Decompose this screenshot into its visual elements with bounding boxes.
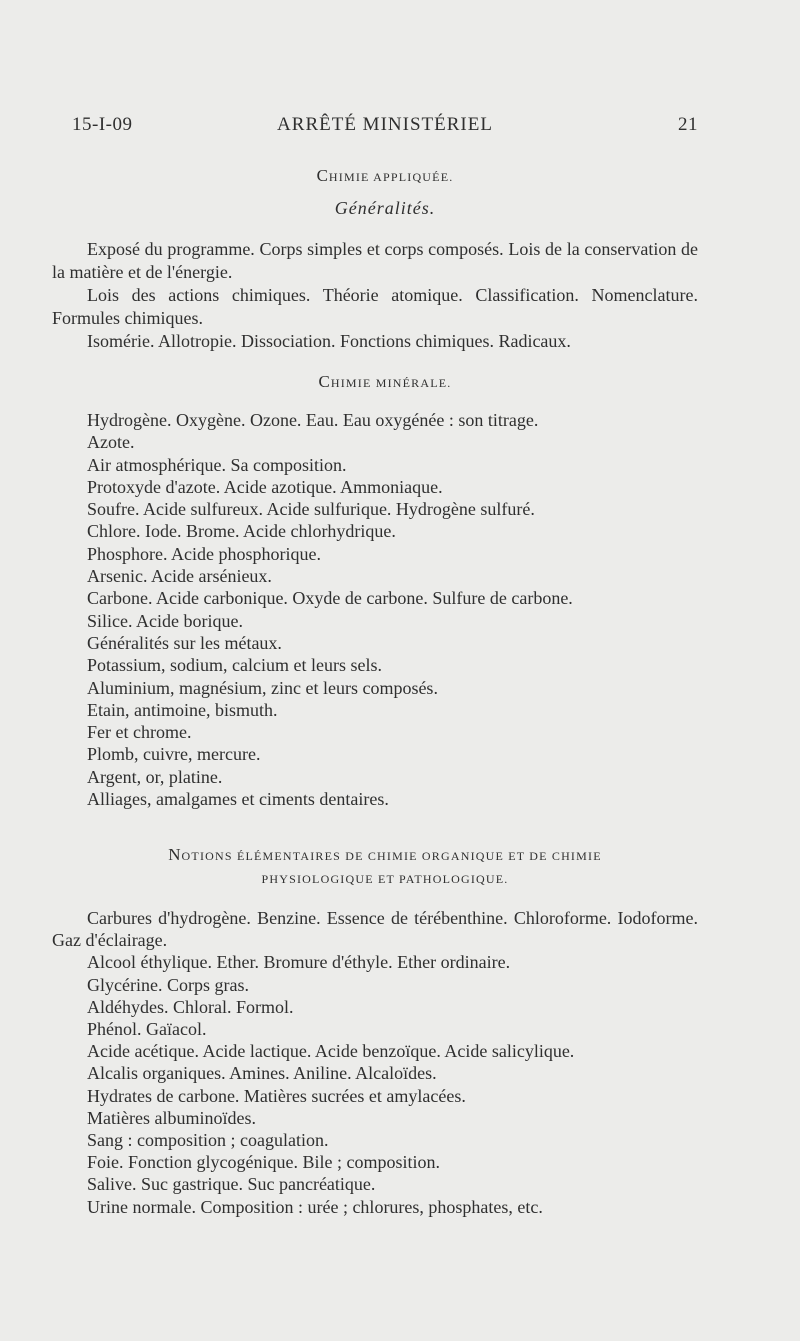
title-line2: PHYSIOLOGIQUE ET PATHOLOGIQUE. — [261, 872, 509, 886]
title-rest: HIMIE MINÉRALE. — [330, 376, 452, 390]
paragraph: Acide acétique. Acide lactique. Acide benzoïque. Acide salicylique. — [87, 1041, 575, 1062]
section-title-chimie-minerale — [72, 372, 698, 392]
paragraph: Carbone. Acide carbonique. Oxyde de carbone. Sulfure de carbone. — [87, 588, 573, 609]
paragraph: Glycérine. Corps gras. — [87, 974, 249, 995]
title-rest: HIMIE APPLIQUÉE. — [328, 170, 454, 184]
paragraph: Salive. Suc gastrique. Suc pancréatique. — [87, 1174, 376, 1195]
paragraph: Exposé du programme. Corps simples et corps composés. Lois de la conservation de la matière et de l'énergie. — [52, 239, 698, 282]
paragraph: Air atmosphérique. Sa composition. — [87, 454, 347, 475]
paragraph: Alcool éthylique. Ether. Bromure d'éthyle. Ether ordinaire. — [87, 952, 511, 973]
paragraph: Soufre. Acide sulfureux. Acide sulfurique. Hydrogène sulfuré. — [87, 499, 535, 520]
paragraph: Aldéhydes. Chloral. Formol. — [87, 996, 294, 1017]
section-title-chimie-organique-line2 — [72, 870, 698, 888]
paragraph: Aluminium, magnésium, zinc et leurs composés. — [87, 677, 438, 698]
paragraph: Lois des actions chimiques. Théorie atomique. Classification. Nomenclature. Formules chimiques. — [52, 285, 698, 328]
section-body-chimie-appliquee — [52, 238, 698, 353]
paragraph: Fer et chrome. — [87, 722, 192, 743]
paragraph: Protoxyde d'azote. Acide azotique. Ammoniaque. — [87, 476, 443, 497]
paragraph: Isomérie. Allotropie. Dissociation. Fonctions chimiques. Radicaux. — [87, 331, 571, 351]
section-title-chimie-appliquee — [72, 166, 698, 186]
paragraph: Plomb, cuivre, mercure. — [87, 744, 261, 765]
paragraph: Carbures d'hydrogène. Benzine. Essence de térébenthine. Chloroforme. Iodoforme. Gaz d'éclairage. — [52, 908, 698, 951]
header-date: 15-I-09 — [72, 114, 133, 135]
paragraph: Azote. — [87, 432, 135, 453]
paragraph: Potassium, sodium, calcium et leurs sels. — [87, 655, 382, 676]
paragraph: Silice. Acide borique. — [87, 610, 243, 631]
paragraph: Hydrogène. Oxygène. Ozone. Eau. Eau oxygénée : son titrage. — [87, 410, 539, 430]
page-number: 21 — [678, 114, 698, 135]
paragraph: Hydrates de carbone. Matières sucrées et amylacées. — [87, 1085, 466, 1106]
title-initial: C — [318, 372, 331, 391]
title-initial: C — [316, 166, 329, 185]
paragraph: Généralités sur les métaux. — [87, 632, 282, 653]
paragraph: Alcalis organiques. Amines. Aniline. Alcaloïdes. — [87, 1063, 437, 1084]
paragraph: Chlore. Iode. Brome. Acide chlorhydrique. — [87, 521, 396, 542]
paragraph: Argent, or, platine. — [87, 766, 223, 787]
paragraph: Matières albuminoïdes. — [87, 1107, 256, 1128]
paragraph: Phénol. Gaïacol. — [87, 1019, 207, 1040]
header-title: ARRÊTÉ MINISTÉRIEL — [277, 114, 493, 135]
paragraph: Sang : composition ; coagulation. — [87, 1130, 329, 1151]
section-body-chimie-minerale — [52, 409, 698, 810]
paragraph: Foie. Fonction glycogénique. Bile ; composition. — [87, 1152, 440, 1173]
paragraph: Arsenic. Acide arsénieux. — [87, 566, 272, 587]
paragraph: Phosphore. Acide phosphorique. — [87, 543, 321, 564]
title-initial: N — [168, 845, 182, 864]
paragraph: Etain, antimoine, bismuth. — [87, 699, 278, 720]
title-rest: OTIONS ÉLÉMENTAIRES DE CHIMIE ORGANIQUE ET DE CHIMIE — [181, 849, 602, 863]
section-title-chimie-organique — [72, 845, 698, 865]
paragraph: Urine normale. Composition : urée ; chlorures, phosphates, etc. — [87, 1196, 543, 1217]
paragraph: Alliages, amalgames et ciments dentaires. — [87, 789, 389, 810]
running-header — [72, 114, 698, 138]
section-subtitle-generalites: Généralités. — [334, 198, 436, 218]
section-body-chimie-organique — [52, 907, 698, 1218]
